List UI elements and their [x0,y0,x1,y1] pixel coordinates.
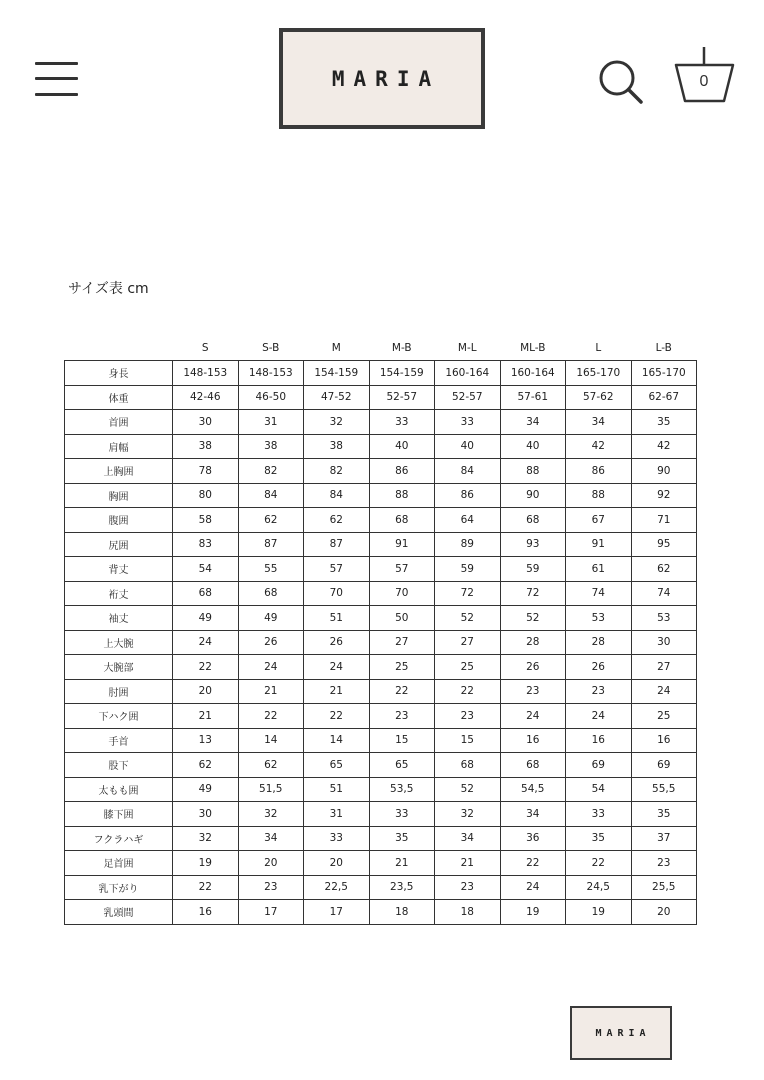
table-row [65,704,697,729]
table-cell: 18 [435,900,501,925]
table-cell: 21 [238,679,304,704]
size-column-header: M-B [391,342,412,354]
table-cell: 22 [173,655,239,680]
table-row [65,679,697,704]
row-label: 裄丈 [65,581,173,606]
table-cell: 21 [369,851,435,876]
table-cell: 59 [500,557,566,582]
table-cell: 65 [369,753,435,778]
site-header [0,0,764,140]
table-cell: 38 [238,434,304,459]
table-row [65,900,697,925]
table-cell: 22 [369,679,435,704]
table-cell: 69 [566,753,632,778]
table-cell: 52-57 [369,385,435,410]
table-cell: 24,5 [566,875,632,900]
table-cell: 52 [435,606,501,631]
table-cell: 93 [500,532,566,557]
table-cell: 148-153 [173,361,239,386]
table-cell: 17 [304,900,370,925]
table-cell: 62 [238,508,304,533]
table-cell: 30 [173,410,239,435]
table-cell: 20 [173,679,239,704]
table-cell: 51,5 [238,777,304,802]
table-cell: 148-153 [238,361,304,386]
table-cell: 47-52 [304,385,370,410]
table-cell: 38 [304,434,370,459]
table-cell: 24 [304,655,370,680]
size-column-header: M [331,342,341,354]
table-cell: 30 [631,630,697,655]
table-cell: 24 [631,679,697,704]
table-cell: 89 [435,532,501,557]
table-cell: 52 [435,777,501,802]
logo-text: MARIA [331,66,441,91]
table-row [65,532,697,557]
table-cell: 62 [173,753,239,778]
table-cell: 49 [238,606,304,631]
row-label: 膝下囲 [65,802,173,827]
table-row [65,753,697,778]
table-cell: 25 [631,704,697,729]
table-cell: 84 [238,483,304,508]
search-button[interactable] [596,57,644,105]
table-cell: 28 [566,630,632,655]
table-cell: 26 [500,655,566,680]
table-cell: 24 [173,630,239,655]
table-cell: 22 [566,851,632,876]
table-cell: 27 [369,630,435,655]
row-label: 胸囲 [65,483,173,508]
table-cell: 91 [369,532,435,557]
table-cell: 42 [566,434,632,459]
row-label: 乳下がり [65,875,173,900]
table-cell: 72 [435,581,501,606]
table-row [65,508,697,533]
table-cell: 14 [238,728,304,753]
table-cell: 23 [435,875,501,900]
table-cell: 19 [500,900,566,925]
table-row [65,777,697,802]
size-column-header: M-L [457,342,477,354]
table-cell: 86 [369,459,435,484]
table-cell: 160-164 [500,361,566,386]
size-column-header: L [595,342,602,354]
row-label: 肘囲 [65,679,173,704]
table-cell: 21 [304,679,370,704]
table-cell: 22 [304,704,370,729]
table-cell: 70 [369,581,435,606]
row-label: 袖丈 [65,606,173,631]
table-cell: 25 [435,655,501,680]
table-cell: 32 [435,802,501,827]
table-cell: 32 [238,802,304,827]
row-label: 体重 [65,385,173,410]
table-cell: 53 [566,606,632,631]
table-cell: 67 [566,508,632,533]
table-cell: 59 [435,557,501,582]
table-cell: 35 [369,826,435,851]
table-cell: 88 [500,459,566,484]
table-cell: 26 [566,655,632,680]
table-cell: 51 [304,606,370,631]
table-cell: 28 [500,630,566,655]
table-cell: 71 [631,508,697,533]
row-label: 尻囲 [65,532,173,557]
table-row [65,581,697,606]
row-label: 腹囲 [65,508,173,533]
table-cell: 34 [238,826,304,851]
size-column-header: S-B [262,342,280,354]
table-cell: 68 [435,753,501,778]
footer-logo-text: MARIA [595,1027,651,1039]
row-label: 足首囲 [65,851,173,876]
row-label: 上胸囲 [65,459,173,484]
table-cell: 40 [435,434,501,459]
row-label: 太もも囲 [65,777,173,802]
table-cell: 38 [173,434,239,459]
table-cell: 57-61 [500,385,566,410]
table-cell: 22 [238,704,304,729]
table-cell: 40 [500,434,566,459]
table-cell: 165-170 [566,361,632,386]
table-cell: 160-164 [435,361,501,386]
table-cell: 23 [566,679,632,704]
table-cell: 84 [435,459,501,484]
table-row [65,728,697,753]
table-cell: 33 [304,826,370,851]
table-cell: 34 [435,826,501,851]
row-label: 乳頭間 [65,900,173,925]
table-cell: 14 [304,728,370,753]
table-cell: 52-57 [435,385,501,410]
table-row [65,826,697,851]
table-cell: 53,5 [369,777,435,802]
table-cell: 34 [566,410,632,435]
table-cell: 31 [304,802,370,827]
table-cell: 42-46 [173,385,239,410]
table-cell: 154-159 [369,361,435,386]
table-cell: 22 [173,875,239,900]
table-cell: 35 [566,826,632,851]
table-cell: 33 [435,410,501,435]
table-row [65,410,697,435]
table-cell: 69 [631,753,697,778]
table-cell: 62-67 [631,385,697,410]
size-column-header: S [201,342,209,354]
table-cell: 49 [173,606,239,631]
size-header-row [65,336,697,361]
menu-bar [35,77,78,80]
table-cell: 78 [173,459,239,484]
table-cell: 80 [173,483,239,508]
table-row [65,361,697,386]
table-cell: 91 [566,532,632,557]
table-cell: 62 [631,557,697,582]
table-cell: 58 [173,508,239,533]
table-cell: 19 [566,900,632,925]
table-cell: 82 [304,459,370,484]
table-cell: 53 [631,606,697,631]
table-cell: 57 [369,557,435,582]
table-cell: 88 [369,483,435,508]
search-icon [596,57,644,105]
table-cell: 33 [369,802,435,827]
row-label: 身長 [65,361,173,386]
table-row [65,606,697,631]
table-cell: 31 [238,410,304,435]
table-cell: 27 [435,630,501,655]
row-label: 背丈 [65,557,173,582]
table-cell: 40 [369,434,435,459]
row-label: 首囲 [65,410,173,435]
table-cell: 86 [435,483,501,508]
table-cell: 26 [238,630,304,655]
table-cell: 22,5 [304,875,370,900]
table-cell: 90 [631,459,697,484]
table-cell: 25 [369,655,435,680]
table-cell: 74 [631,581,697,606]
table-cell: 33 [369,410,435,435]
table-cell: 24 [566,704,632,729]
table-cell: 15 [435,728,501,753]
table-cell: 83 [173,532,239,557]
cart-button[interactable] [673,44,737,106]
table-cell: 32 [304,410,370,435]
table-cell: 24 [500,875,566,900]
size-column-header: ML-B [520,342,546,354]
table-cell: 26 [304,630,370,655]
table-cell: 25,5 [631,875,697,900]
row-label: 肩幅 [65,434,173,459]
site-logo[interactable] [279,28,485,129]
table-cell: 30 [173,802,239,827]
table-cell: 62 [238,753,304,778]
table-cell: 21 [173,704,239,729]
table-cell: 22 [500,851,566,876]
table-cell: 24 [500,704,566,729]
table-cell: 86 [566,459,632,484]
table-cell: 20 [238,851,304,876]
size-column-header: L-B [655,342,672,354]
table-cell: 46-50 [238,385,304,410]
table-cell: 74 [566,581,632,606]
row-label: フクラハギ [65,826,173,851]
table-cell: 34 [500,802,566,827]
table-cell: 22 [435,679,501,704]
table-row [65,802,697,827]
table-cell: 16 [173,900,239,925]
table-cell: 84 [304,483,370,508]
table-cell: 54 [566,777,632,802]
table-cell: 51 [304,777,370,802]
table-cell: 62 [304,508,370,533]
table-cell: 50 [369,606,435,631]
row-label: 股下 [65,753,173,778]
table-cell: 33 [566,802,632,827]
table-cell: 68 [500,753,566,778]
table-cell: 37 [631,826,697,851]
table-cell: 57-62 [566,385,632,410]
table-cell: 52 [500,606,566,631]
table-row [65,630,697,655]
table-cell: 16 [566,728,632,753]
size-chart-title: サイズ表 cm [68,281,149,297]
table-cell: 23 [238,875,304,900]
table-cell: 65 [304,753,370,778]
header-corner [65,336,173,361]
hamburger-menu-button[interactable] [35,61,79,99]
table-cell: 68 [369,508,435,533]
table-row [65,875,697,900]
table-cell: 68 [238,581,304,606]
table-cell: 165-170 [631,361,697,386]
menu-bar [35,93,78,96]
table-row [65,434,697,459]
table-cell: 32 [173,826,239,851]
table-cell: 35 [631,802,697,827]
table-cell: 19 [173,851,239,876]
table-cell: 15 [369,728,435,753]
table-cell: 55 [238,557,304,582]
row-label: 上大腕 [65,630,173,655]
size-chart-table [64,336,697,925]
table-cell: 70 [304,581,370,606]
table-row [65,851,697,876]
table-cell: 36 [500,826,566,851]
table-cell: 54,5 [500,777,566,802]
table-cell: 49 [173,777,239,802]
table-row [65,655,697,680]
table-cell: 55,5 [631,777,697,802]
table-cell: 23 [435,704,501,729]
table-cell: 64 [435,508,501,533]
table-cell: 82 [238,459,304,484]
table-cell: 17 [238,900,304,925]
table-row [65,483,697,508]
table-cell: 13 [173,728,239,753]
footer-logo[interactable] [570,1006,672,1060]
table-cell: 88 [566,483,632,508]
table-cell: 87 [304,532,370,557]
table-cell: 23 [631,851,697,876]
table-cell: 20 [631,900,697,925]
table-cell: 87 [238,532,304,557]
table-cell: 35 [631,410,697,435]
table-cell: 92 [631,483,697,508]
table-cell: 61 [566,557,632,582]
table-cell: 20 [304,851,370,876]
cart-count-badge: 0 [699,73,709,90]
table-row [65,557,697,582]
table-cell: 16 [631,728,697,753]
table-cell: 90 [500,483,566,508]
table-cell: 154-159 [304,361,370,386]
table-cell: 23 [500,679,566,704]
table-cell: 24 [238,655,304,680]
table-cell: 42 [631,434,697,459]
table-row [65,459,697,484]
menu-bar [35,62,78,65]
table-cell: 18 [369,900,435,925]
table-cell: 21 [435,851,501,876]
table-cell: 72 [500,581,566,606]
table-cell: 68 [500,508,566,533]
row-label: 手首 [65,728,173,753]
table-cell: 23 [369,704,435,729]
table-cell: 68 [173,581,239,606]
table-cell: 54 [173,557,239,582]
row-label: 下ハク囲 [65,704,173,729]
row-label: 大腕部 [65,655,173,680]
table-cell: 27 [631,655,697,680]
table-cell: 34 [500,410,566,435]
table-cell: 57 [304,557,370,582]
table-row [65,385,697,410]
table-cell: 23,5 [369,875,435,900]
table-cell: 95 [631,532,697,557]
table-cell: 16 [500,728,566,753]
